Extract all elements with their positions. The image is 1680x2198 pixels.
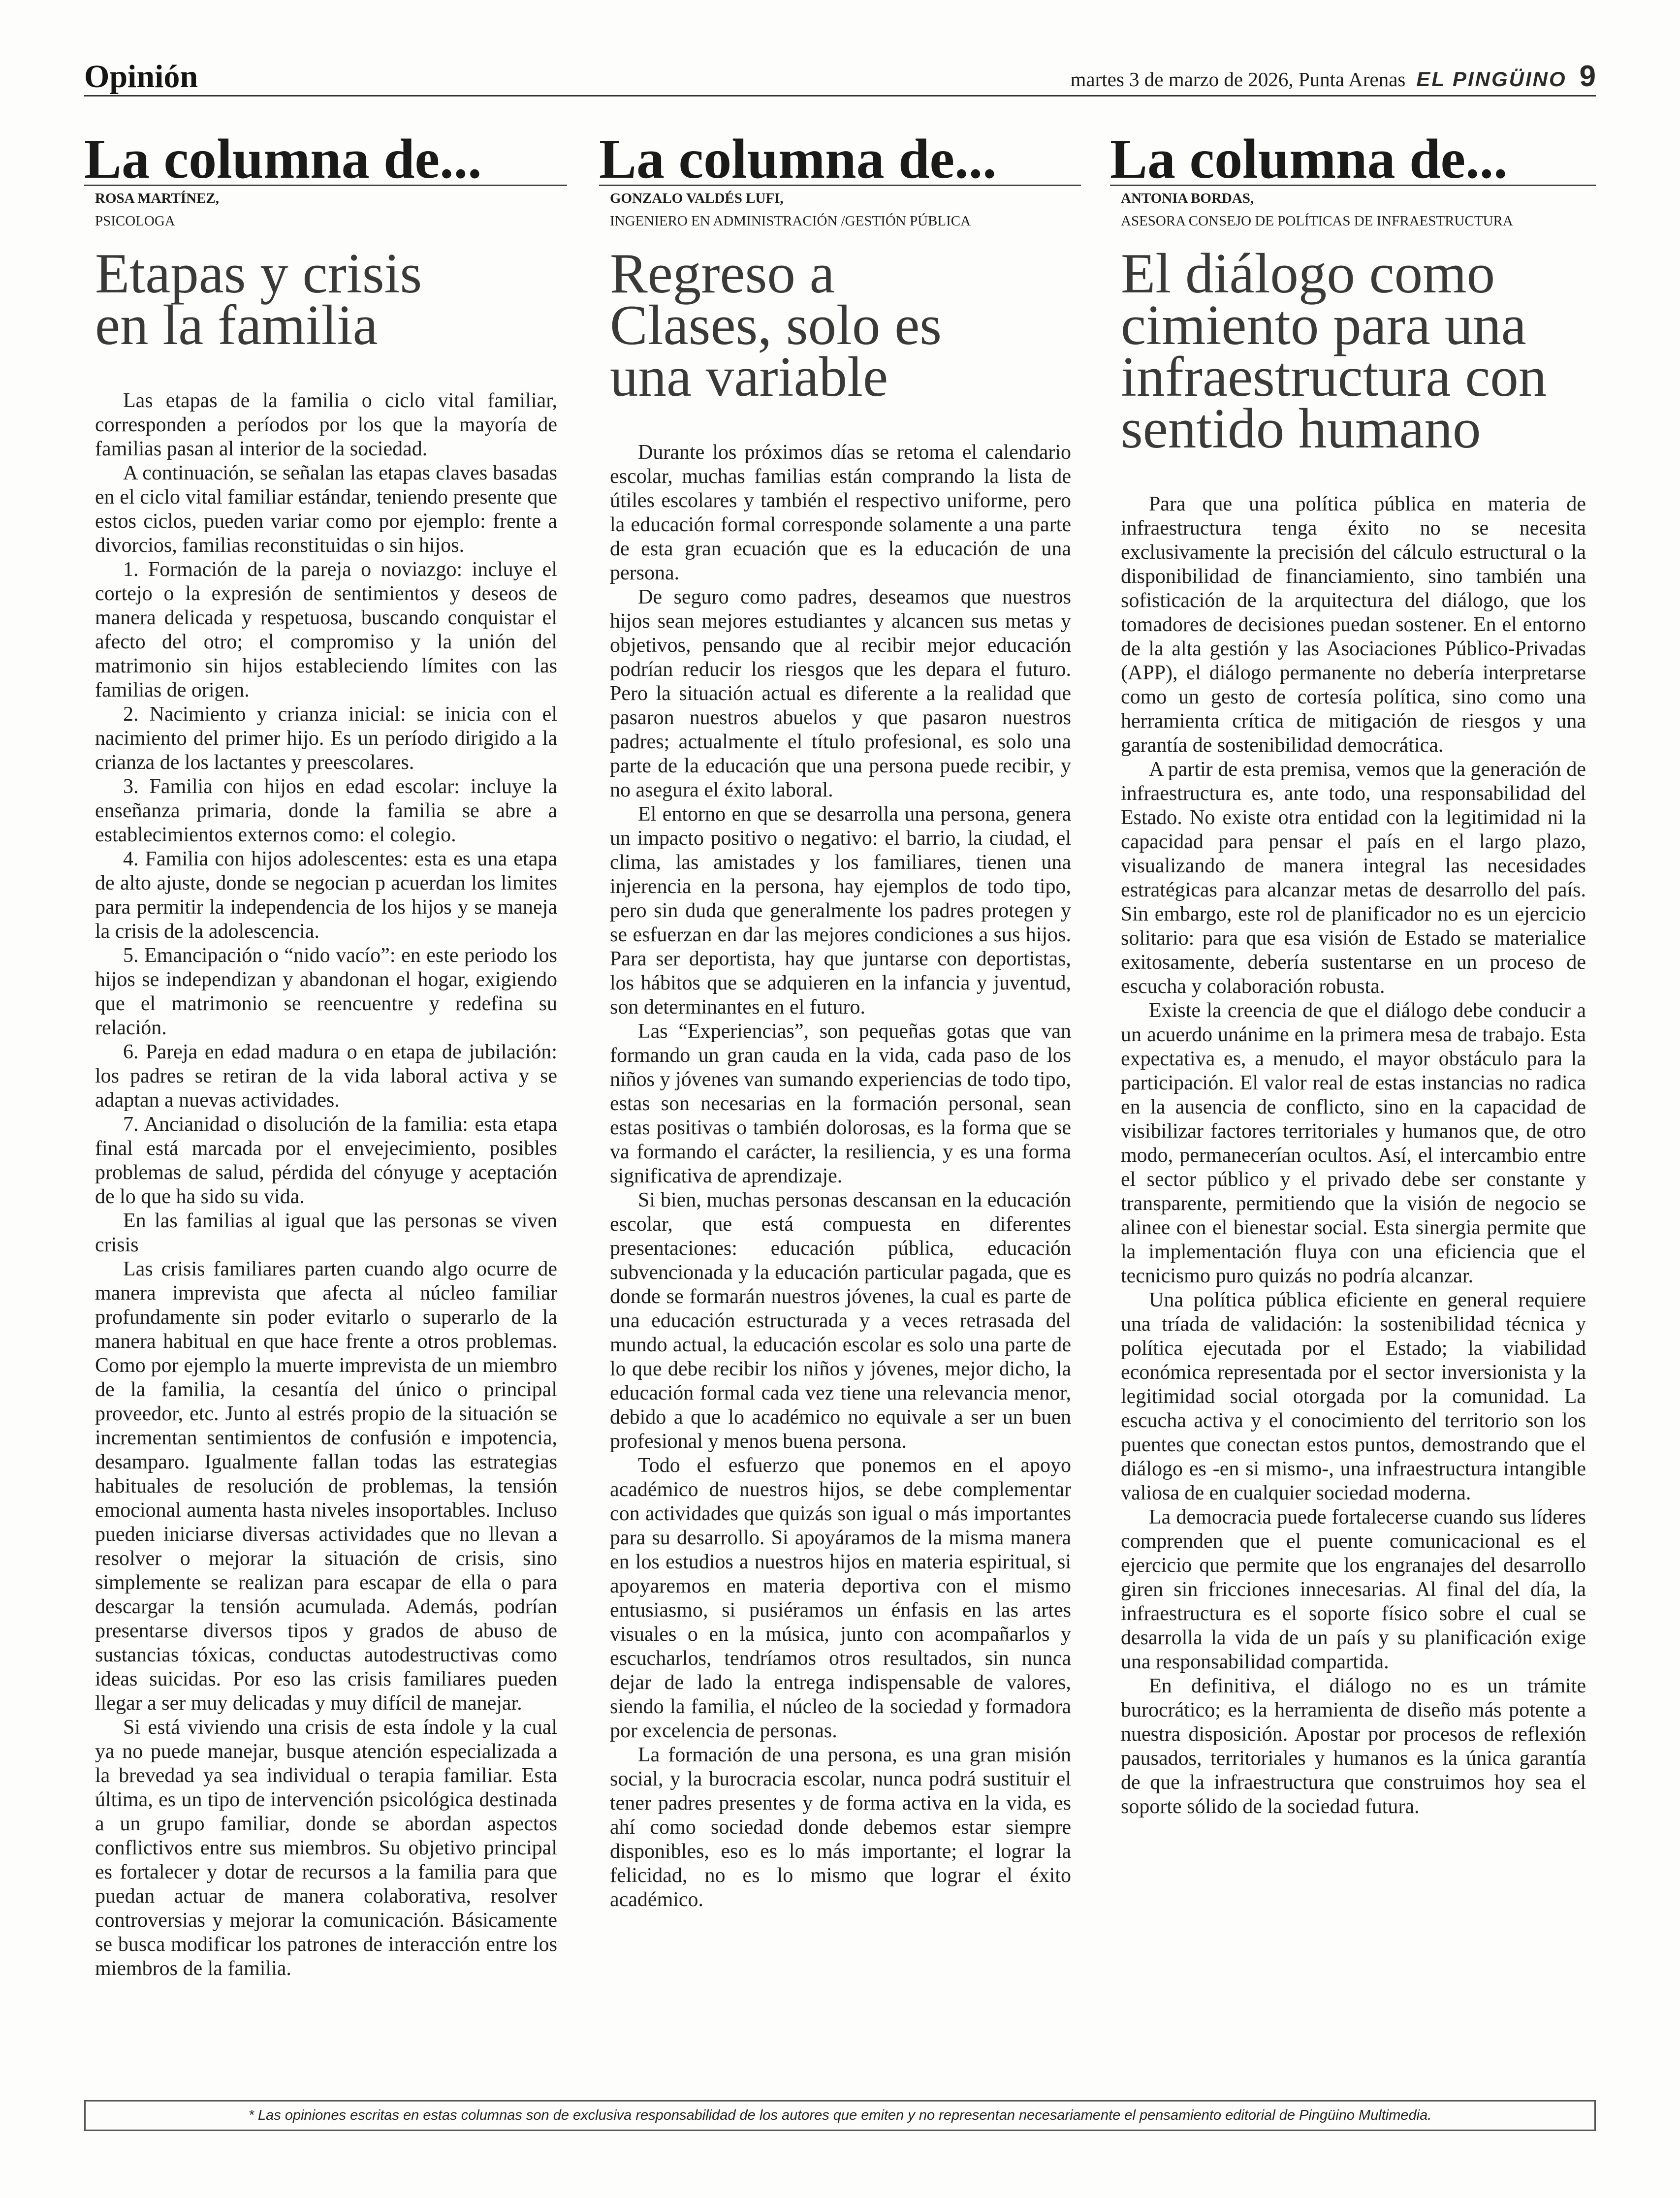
opinion-column-1 [84,127,567,1981]
body-paragraph: Las etapas de la familia o ciclo vital familiar, corresponden a períodos por los que la mayoría de familias pasan al interior de la sociedad. [95,389,557,461]
article-title-line: Clases, solo es [610,294,942,356]
article-title [1121,242,1586,460]
opinion-column-3 [1110,127,1596,1819]
author-role: ASESORA CONSEJO DE POLÍTICAS DE INFRAESTRUCTURA [1121,213,1513,229]
body-paragraph: 7. Ancianidad o disolución de la familia: esta etapa final está marcada por el envejecimiento, posibles problemas de salud, pérdida del cónyuge y aceptación de lo que ha sido su vida. [95,1113,557,1209]
body-paragraph: 3. Familia con hijos en edad escolar: incluye la enseñanza primaria, donde la familia se abre a establecimientos externos como: el colegio. [95,775,557,847]
author-name: ANTONIA BORDAS, [1121,191,1254,206]
column-content [1110,187,1596,1819]
newspaper-logo: EL PINGÜINO [1416,67,1567,91]
body-paragraph: Si bien, muchas personas descansan en la educación escolar, que está compuesta en diferentes presentaciones: educación pública, educación subvencionada y la educación particular pagada, que es donde se formarán nuestros jóvenes, la cual es parte de una educación estructurada y a veces retrasada del mundo actual, la educación escolar es solo una parte de lo que debe recibir los niños y jóvenes, mejor dicho, la educación formal cada vez tiene una relevancia menor, debido a que lo académico no equivale a ser un buen profesional y menos buena persona. [610,1189,1071,1453]
body-paragraph: Las crisis familiares parten cuando algo ocurre de manera imprevista que afecta al núcleo familiar profundamente sin poder evitarlo o superarlo de la manera habitual en que hace frente a otros problemas. Como por ejemplo la muerte imprevista de un miembro de la familia, la cesantía del único o principal proveedor, etc. Junto al estrés propio de la situación se incrementan sentimientos de confusión e impotencia, desamparo. Igualmente fallan todas las estrategias habituales de resolución de problemas, la tensión emocional aumenta hasta niveles insoportables. Incluso pueden iniciarse diversas actividades que no llevan a resolver o mejorar la situación de crisis, sino simplemente se realizan para escapar de ella o para descargar la tensión acumulada. Además, podrían presentarse diversos tipos y grados de abuso de sustancias tóxicas, conductas autodestructivas como ideas suicidas. Por eso las crisis familiares pueden llegar a ser muy delicadas y muy difícil de manejar. [95,1258,557,1715]
body-paragraph: Para que una política pública en materia de infraestructura tenga éxito no se necesita exclusivamente la precisión del cálculo estructural o la disponibilidad de financiamiento, sino también una sofisticación de la arquitectura del diálogo, que los tomadores de decisiones puedan sostener. En el entorno de la alta gestión y las Asociaciones Público-Privadas (APP), el diálogo permanente no debería interpretarse como un gesto de cortesía política, sino como una herramienta crítica de mitigación de riesgos y una garantía de sostenibilidad democrática. [1121,493,1586,757]
body-paragraph: Si está viviendo una crisis de esta índole y la cual ya no puede manejar, busque atención especializada a la brevedad ya sea individual o terapia familiar. Esta última, es un tipo de intervención psicológica destinada a un grupo familiar, donde se abordan aspectos conflictivos entre sus miembros. Su objetivo principal es fortalecer y dotar de recursos a la familia para que puedan actuar de manera colaborativa, resolver controversias y mejorar la comunicación. Básicamente se busca modificar los patrones de interacción entre los miembros de la familia. [95,1716,557,1980]
article-title [95,242,557,356]
column-kicker: La columna de... [1110,133,1596,186]
body-paragraph: Una política pública eficiente en general requiere una tríada de validación: la sostenibilidad técnica y política ejecutada por el Estado; la viabilidad económica representada por el sector inversionista y la legitimidad social otorgada por la comunidad. La escucha activa y el conocimiento del territorio son los puentes que conectan estos puntos, demostrando que el diálogo es -en si mismo-, una infraestructura intangible valiosa de en cualquier sociedad moderna. [1121,1289,1586,1505]
body-paragraph: 1. Formación de la pareja o noviazgo: incluye el cortejo o la expresión de sentimientos y deseos de manera delicada y respetuosa, buscando conquistar el afecto del otro; el compromiso y la unión del matrimonio sin hijos estableciendo límites con las familias de origen. [95,558,557,702]
body-paragraph: En las familias al igual que las personas se viven crisis [95,1210,557,1257]
author-role: INGENIERO EN ADMINISTRACIÓN /GESTIÓN PÚBLICA [610,213,971,229]
body-paragraph: La democracia puede fortalecerse cuando sus líderes comprenden que el puente comunicacional es el ejercicio que permite que los engranajes del desarrollo giren sin fricciones innecesarias. Al final del día, la infraestructura es el soporte físico sobre el cual se desarrolla la vida de un país y su planificación exige una responsabilidad compartida. [1121,1506,1586,1674]
body-paragraph: En definitiva, el diálogo no es un trámite burocrático; es la herramienta de diseño más potente a nuestra disposición. Apostar por procesos de reflexión pausados, territoriales y humanos es la única garantía de que la infraestructura que construimos hoy sea el soporte sólido de la sociedad futura. [1121,1675,1586,1818]
body-paragraph: Durante los próximos días se retoma el calendario escolar, muchas familias están comprando la lista de útiles escolares y también el respectivo uniforme, pero la educación formal corresponde solamente a una parte de esta gran ecuación que es la educación de una persona. [610,441,1071,585]
page-number: 9 [1579,60,1596,93]
author-role: PSICOLOGA [95,213,175,229]
column-content [84,187,567,1981]
body-paragraph: A continuación, se señalan las etapas claves basadas en el ciclo vital familiar estándar, teniendo presente que estos ciclos, pueden variar como por ejemplo: frente a divorcios, familias reconstituidas o sin hijos. [95,462,557,557]
article-title [610,242,1071,408]
body-paragraph: De seguro como padres, deseamos que nuestros hijos sean mejores estudiantes y alcancen sus metas y objetivos, pensando que al recibir mejor educación podrían reducir los riesgos que les depara el futuro. Pero la situación actual es diferente a la realidad que pasaron nuestros abuelos y que pasaron nuestros padres; actualmente el título profesional, es solo una parte de la educación que una persona puede recibir, y no asegura el éxito laboral. [610,586,1071,802]
disclaimer-box [84,2100,1596,2131]
body-paragraph: El entorno en que se desarrolla una persona, genera un impacto positivo o negativo: el barrio, la ciudad, el clima, las amistades y los familiares, tienen una injerencia en la persona, hay ejemplos de todo tipo, pero sin duda que generalmente los padres protegen y se esfuerzan en dar las mejores condiciones a sus hijos. Para ser deportista, hay que juntarse con deportistas, los hábitos que se adquieren en la infancia y juventud, son determinantes en el futuro. [610,803,1071,1019]
body-paragraph: 2. Nacimiento y crianza inicial: se inicia con el nacimiento del primer hijo. Es un período dirigido a la crianza de los lactantes y preescolares. [95,703,557,774]
body-paragraph: Todo el esfuerzo que ponemos en el apoyo académico de nuestros hijos, se debe complementar con actividades que quizás son igual o más importantes para su desarrollo. Si apoyáramos de la misma manera en los estudios a nuestros hijos en materia espiritual, si apoyaremos en materia deportiva con el mismo entusiasmo, si pusiéramos un énfasis en las artes visuales o en la música, junto con acompañarlos y escucharlos, tendríamos otros resultados, sin nunca dejar de lado la entrega indispensable de valores, siendo la familia, el núcleo de la sociedad y formadora por excelencia de personas. [610,1454,1071,1743]
page-header [84,55,1596,96]
author-name: ROSA MARTÍNEZ, [95,191,219,206]
body-paragraph: 5. Emancipación o “nido vacío”: en este periodo los hijos se independizan y abandonan el hogar, exigiendo que el matrimonio se reencuentre y redefina su relación. [95,944,557,1040]
opinion-column-2 [599,127,1081,1912]
column-kicker: La columna de... [84,133,567,186]
article-title-line: sentido humano [1121,397,1481,460]
article-title-line: El diálogo como [1121,242,1495,305]
body-paragraph: Las “Experiencias”, son pequeñas gotas que van formando un gran cauda en la vida, cada paso de los niños y jóvenes van sumando experiencias de todo tipo, estas son necesarias en la formación personal, sean estas positivas o también dolorosas, es la forma que se va formando el carácter, la resiliencia, y es una forma significativa de aprendizaje. [610,1020,1071,1188]
column-content [599,187,1081,1912]
article-title-line: Regreso a [610,242,835,305]
article-body [95,389,557,1981]
header-right [1070,62,1596,95]
column-kicker: La columna de... [599,133,1081,186]
article-body [610,441,1071,1912]
article-title-line: Etapas y crisis [95,242,422,305]
article-body [1121,492,1586,1819]
article-title-line: infraestructura con [1121,346,1547,408]
article-title-line: cimiento para una [1121,294,1526,356]
body-paragraph: 6. Pareja en edad madura o en etapa de jubilación: los padres se retiran de la vida laboral activa y se adaptan a nuevas actividades. [95,1041,557,1112]
article-title-line: una variable [610,346,888,408]
section-label: Opinión [84,59,198,95]
author-name: GONZALO VALDÉS LUFI, [610,191,784,206]
body-paragraph: La formación de una persona, es una gran misión social, y la burocracia escolar, nunca podrá sustituir el tener padres presentes y de forma activa en la vida, es ahí como sociedad donde debemos estar siempre disponibles, eso es lo más importante; el lograr la felicidad, no es lo mismo que lograr el éxito académico. [610,1744,1071,1911]
body-paragraph: A partir de esta premisa, vemos que la generación de infraestructura es, ante todo, una responsabilidad del Estado. No existe otra entidad con la legitimidad ni la capacidad para pensar el país en el largo plazo, visualizando de manera integral las necesidades estratégicas para alcanzar metas de desarrollo del país. Sin embargo, este rol de planificador no es un ejercicio solitario: para que esa visión de Estado se materialice exitosamente, debería sustentarse en un proceso de escucha y colaboración robusta. [1121,758,1586,998]
body-paragraph: 4. Familia con hijos adolescentes: esta es una etapa de alto ajuste, donde se negocian p acuerdan los limites para permitir la independencia de los hijos y se maneja la crisis de la adolescencia. [95,848,557,943]
disclaimer-text: * Las opiniones escritas en estas columnas son de exclusiva responsabilidad de los autores que emiten y no representan necesariamente el pensamiento editorial de Pingüino Multimedia. [248,2107,1432,2123]
article-title-line: en la familia [95,294,378,356]
date-location: martes 3 de marzo de 2026, Punta Arenas [1070,68,1406,91]
body-paragraph: Existe la creencia de que el diálogo debe conducir a un acuerdo unánime en la primera mesa de trabajo. Esta expectativa es, a menudo, el mayor obstáculo para la participación. El valor real de estas instancias no radica en la ausencia de conflicto, sino en la capacidad de visibilizar factores territoriales y humanos que, de otro modo, permanecerían ocultos. Así, el intercambio entre el sector público y el privado debe ser constante y transparente, permitiendo que la visión de negocio se alinee con el bienestar social. Esta sinergia permite que la implementación fluya con una eficiencia que el tecnicismo puro quizás no podría alcanzar. [1121,999,1586,1288]
